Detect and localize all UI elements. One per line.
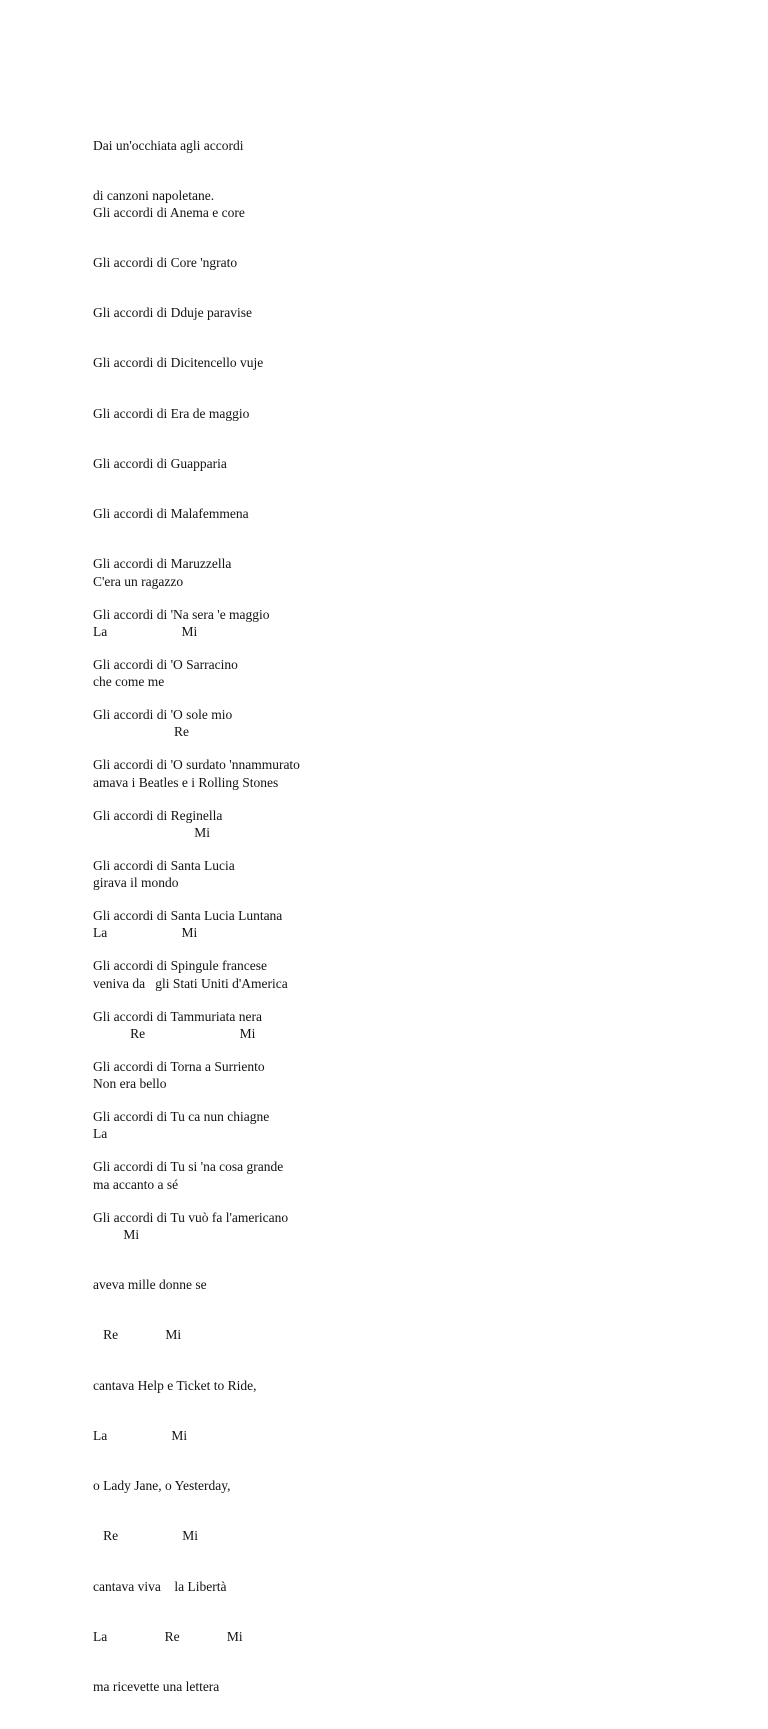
chord-link[interactable]: Gli accordi di Santa Lucia Luntana — [93, 908, 283, 923]
chord-link[interactable]: Gli accordi di Maruzzella — [93, 556, 232, 572]
chord-link[interactable]: Gli accordi di 'Na sera 'e maggio — [93, 606, 270, 622]
chord-link[interactable]: Gli accordi di Era de maggio — [93, 405, 250, 421]
chord-link[interactable]: Gli accordi di Tammuriata nera — [93, 1008, 262, 1024]
lyric-line: Non era bello — [93, 1076, 167, 1091]
chord-line: La Mi — [93, 925, 198, 941]
song-lyrics-with-chords — [93, 540, 288, 1729]
chord-line: Re — [93, 724, 189, 740]
lyric-line: cantava viva la Libertà — [93, 1578, 227, 1594]
lyric-line: C'era un ragazzo — [93, 573, 184, 589]
chord-link[interactable]: Gli accordi di Guapparia — [93, 455, 227, 471]
lyric-line: girava il mondo — [93, 875, 179, 890]
chord-line: La Mi — [93, 1427, 188, 1443]
chord-link[interactable]: Gli accordi di 'O sole mio — [93, 707, 233, 722]
lyric-line: ma accanto a sé — [93, 1176, 179, 1192]
lyric-line: veniva da gli Stati Uniti d'America — [93, 975, 288, 991]
intro-line: Dai un'occhiata agli accordi — [93, 137, 244, 153]
chord-link[interactable]: Gli accordi di 'O Sarracino — [93, 656, 238, 672]
chord-link[interactable]: Gli accordi di Dicitencello vuje — [93, 355, 264, 371]
chord-line: La Re Mi — [93, 1628, 243, 1644]
chord-line: Mi — [93, 1226, 140, 1242]
chord-link[interactable]: Gli accordi di Tu ca nun chiagne — [93, 1109, 270, 1124]
chord-link[interactable]: Gli accordi di Torna a Surriento — [93, 1058, 265, 1074]
chord-line: La Mi — [93, 623, 198, 639]
chord-line: La — [93, 1126, 108, 1142]
chord-link[interactable]: Gli accordi di Core 'ngrato — [93, 254, 238, 270]
chord-line: Re Mi — [93, 1327, 182, 1343]
lyric-line: aveva mille donne se — [93, 1277, 207, 1292]
chord-link[interactable]: Gli accordi di Santa Lucia — [93, 857, 235, 873]
chord-line: Re Mi — [93, 1025, 256, 1041]
chord-link[interactable]: Gli accordi di 'O surdato 'nnammurato — [93, 757, 300, 773]
lyric-line: che come me — [93, 674, 165, 689]
chord-link[interactable]: Gli accordi di Dduje paravise — [93, 305, 252, 320]
lyric-line: amava i Beatles e i Rolling Stones — [93, 774, 279, 790]
chord-link[interactable]: Gli accordi di Tu vuò fa l'americano — [93, 1209, 289, 1225]
chord-link[interactable]: Gli accordi di Reginella — [93, 807, 223, 823]
lyric-line: cantava Help e Ticket to Ride, — [93, 1377, 257, 1393]
chord-line: Mi — [93, 824, 211, 840]
chord-link[interactable]: Gli accordi di Tu si 'na cosa grande — [93, 1159, 284, 1175]
chord-link[interactable]: Gli accordi di Malafemmena — [93, 506, 249, 521]
chord-link[interactable]: Gli accordi di Spingule francese — [93, 958, 267, 974]
lyric-line: o Lady Jane, o Yesterday, — [93, 1478, 231, 1493]
lyric-line: ma ricevette una lettera — [93, 1679, 220, 1694]
chord-link[interactable]: Gli accordi di Anema e core — [93, 204, 245, 220]
intro-line: di canzoni napoletane. — [93, 187, 215, 203]
chord-line: Re Mi — [93, 1528, 199, 1544]
